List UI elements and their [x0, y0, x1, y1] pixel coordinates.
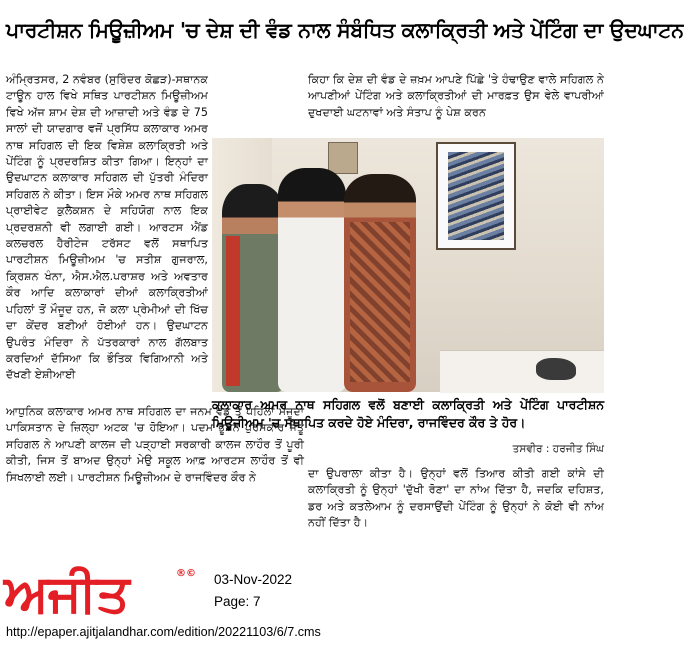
painting-frame — [436, 142, 516, 250]
registered-mark: ®© — [176, 568, 196, 579]
dress-pattern — [350, 222, 410, 382]
photo-caption: ਕਲਾਕਾਰ ਅਮਰ ਨਾਥ ਸਹਿਗਲ ਵਲੋਂ ਬਣਾਈ ਕਲਾਕ੍ਰਿਤੀ ਅਤੇ ਪੇਂਟਿੰਗ ਪਾਰਟੀਸ਼ਨ ਮਿਊਜ਼ੀਅਮ 'ਚ ਸਥਾਪਿਤ ਕਰਦੇ ਹੋਏ ਮੰਦਿਰਾ, ਰਾਜਵਿੰਦਰ ਕੌਰ ਤੇ ਹੋਰ। — [212, 397, 604, 430]
source-url[interactable]: http://epaper.ajitjalandhar.com/edition/20221103/6/7.cms — [6, 625, 321, 639]
bronze-sculpture — [536, 358, 576, 380]
person-right — [344, 174, 416, 392]
edition-date: 03-Nov-2022 — [214, 572, 293, 587]
photo-credit: ਤਸਵੀਰ : ਹਰਜੀਤ ਸਿੰਘ — [512, 443, 604, 455]
pedestal — [440, 350, 604, 393]
article-text-bottom-right: ਦਾ ਉਪਰਾਲਾ ਕੀਤਾ ਹੈ। ਉਨ੍ਹਾਂ ਵਲੋਂ ਤਿਆਰ ਕੀਤੀ ਗਈ ਕਾਂਸੇ ਦੀ ਕਲਾਕ੍ਰਿਤੀ ਨੂੰ ਉਨ੍ਹਾਂ 'ਦੁੱਖੀ ਰੋਣਾ' ਦਾ ਨਾਂਅ ਦਿੱਤਾ ਹੈ, ਜਦਕਿ ਦਹਿਸ਼ਤ, ਡਰ ਅਤੇ ਕਤਲੇਆਮ ਨੂੰ ਦਰਸਾਉਂਦੀ ਪੇਂਟਿੰਗ ਨੂੰ ਉਨ੍ਹਾਂ ਨੇ ਕੋਈ ਵੀ ਨਾਂਅ ਨਹੀਂ ਦਿੱਤਾ ਹੈ। — [308, 467, 604, 530]
article-column-bottom-left — [6, 404, 304, 550]
ajit-logo — [4, 566, 200, 622]
headline: ਪਾਰਟੀਸ਼ਨ ਮਿਊਜ਼ੀਅਮ 'ਚ ਦੇਸ਼ ਦੀ ਵੰਡ ਨਾਲ ਸੰਬੰਧਿਤ ਕਲਾਕ੍ਰਿਤੀ ਅਤੇ ਪੇਂਟਿੰਗ ਦਾ ਉਦਘਾਟਨ — [6, 18, 684, 42]
page-number: Page: 7 — [214, 594, 261, 609]
person-middle — [278, 168, 346, 392]
article-text-left: ਅੰਮ੍ਰਿਤਸਰ, 2 ਨਵੰਬਰ (ਸੁਰਿੰਦਰ ਕੋਛੜ)-ਸਥਾਨਕ ਟਾਊਨ ਹਾਲ ਵਿਖੇ ਸਥਿਤ ਪਾਰਟੀਸ਼ਨ ਮਿਊਜ਼ੀਅਮ ਵਿਖੇ ਅੱਜ ਸ਼ਾਮ ਦੇਸ਼ ਦੀ ਆਜ਼ਾਦੀ ਅਤੇ ਵੰਡ ਦੇ 75 ਸਾਲਾਂ ਦੀ ਯਾਦਗਾਰ ਵਜੋਂ ਪ੍ਰਸਿੱਧ ਕਲਾਕਾਰ ਅਮਰ ਨਾਥ ਸਹਿਗਲ ਦੀ ਇਕ ਵਿਸ਼ੇਸ਼ ਕਲਾਕ੍ਰਿਤੀ ਅਤੇ ਪੇਂਟਿੰਗ ਨੂੰ ਪ੍ਰਦਰਸ਼ਿਤ ਕੀਤਾ ਗਿਆ। ਇਨ੍ਹਾਂ ਦਾ ਉਦਘਾਟਨ ਕਲਾਕਾਰ ਸਹਿਗਲ ਦੀ ਪੁੱਤਰੀ ਮੰਦਿਰਾ ਸਹਿਗਲ ਨੇ ਕੀਤਾ। ਇਸ ਮੌਕੇ ਅਮਰ ਨਾਥ ਸਹਿਗਲ ਪ੍ਰਾਈਵੇਟ ਕੁਲੈਕਸ਼ਨ ਦੇ ਸਹਿਯੋਗ ਨਾਲ ਇਕ ਪ੍ਰਦਰਸ਼ਨੀ ਵੀ ਲਗਾਈ ਗਈ। ਆਰਟਸ ਐਂਡ ਕਲਚਰਲ ਹੈਰੀਟੇਜ ਟਰੱਸਟ ਵਲੋਂ ਸਥਾਪਿਤ ਪਾਰਟੀਸ਼ਨ ਮਿਊਜ਼ੀਅਮ 'ਚ ਸਤੀਸ਼ ਗੁਜਰਾਲ, ਕ੍ਰਿਸ਼ਨ ਖੰਨਾ, ਐਸ.ਐਲ.ਪਰਾਸ਼ਰ ਅਤੇ ਅਵਤਾਰ ਕੌਰ ਆਦਿ ਕਲਾਕਾਰਾਂ ਦੀਆਂ ਕਲਾਕ੍ਰਿਤੀਆਂ ਪਹਿਲਾਂ ਤੋਂ ਮੌਜੂਦ ਹਨ, ਜੋ ਕਲਾ ਪ੍ਰੇਮੀਆਂ ਦੀ ਖਿੱਚ ਦਾ ਕੇਂਦਰ ਬਣੀਆਂ ਹੋਈਆਂ ਹਨ। ਉਦਘਾਟਨ ਉਪਰੰਤ ਮੰਦਿਰਾ ਨੇ ਪੱਤਰਕਾਰਾਂ ਨਾਲ ਗੱਲਬਾਤ ਕਰਦਿਆਂ ਦੱਸਿਆ ਕਿ ਭੌਤਿਕ ਵਿਗਿਆਨੀ ਅਤੇ ਦੱਖਣੀ ਏਸ਼ੀਆਈ — [6, 73, 208, 382]
scarf — [226, 236, 240, 386]
person-left — [222, 184, 284, 392]
article-text-right: ਕਿਹਾ ਕਿ ਦੇਸ਼ ਦੀ ਵੰਡ ਦੇ ਜ਼ਖ਼ਮ ਆਪਣੇ ਪਿੱਛੇ 'ਤੇ ਹੰਢਾਉਣ ਵਾਲੇ ਸਹਿਗਲ ਨੇ ਆਪਣੀਆਂ ਪੇਂਟਿੰਗ ਅਤੇ ਕਲਾਕ੍ਰਿਤੀਆਂ ਦੀ ਮਾਰਫ਼ਤ ਉਸ ਵੇਲੇ ਵਾਪਰੀਆਂ ਦੁਖਦਾਈ ਘਟਨਾਵਾਂ ਅਤੇ ਸੰਤਾਪ ਨੂੰ ਪੇਸ਼ ਕਰਨ — [308, 73, 604, 119]
logo-word: ਅਜੀਤ — [4, 564, 129, 624]
article-text-bottom-left: ਆਧੁਨਿਕ ਕਲਾਕਾਰ ਅਮਰ ਨਾਥ ਸਹਿਗਲ ਦਾ ਜਨਮ ਵੰਡ ਤੋਂ ਪਹਿਲਾਂ ਮੌਜੂਦਾ ਪਾਕਿਸਤਾਨ ਦੇ ਜ਼ਿਲ੍ਹਾ ਅਟਕ 'ਚ ਹੋਇਆ। ਪਦਮ ਭੂਸ਼ਨ ਪੁਰਸਕਾਰ ਜੇਤੂ ਸਹਿਗਲ ਨੇ ਆਪਣੀ ਕਾਲਜ ਦੀ ਪੜ੍ਹਾਈ ਸਰਕਾਰੀ ਕਾਲਜ ਲਾਹੌਰ ਤੋਂ ਪੂਰੀ ਕੀਤੀ, ਜਿਸ ਤੋਂ ਬਾਅਦ ਉਨ੍ਹਾਂ ਮੇਉ ਸਕੂਲ ਆਫ਼ ਆਰਟਸ ਲਾਹੌਰ ਤੋਂ ਵੀ ਸਿਖਲਾਈ ਲਈ। ਪਾਰਟੀਸ਼ਨ ਮਿਊਜ਼ੀਅਮ ਦੇ ਰਾਜਵਿੰਦਰ ਕੌਰ ਨੇ — [6, 405, 304, 484]
article-column-left — [6, 72, 208, 402]
painting-artwork — [448, 152, 504, 240]
article-column-right — [308, 72, 604, 134]
article-column-bottom-right — [308, 466, 604, 550]
news-photo — [212, 138, 604, 392]
small-frame — [328, 142, 358, 174]
